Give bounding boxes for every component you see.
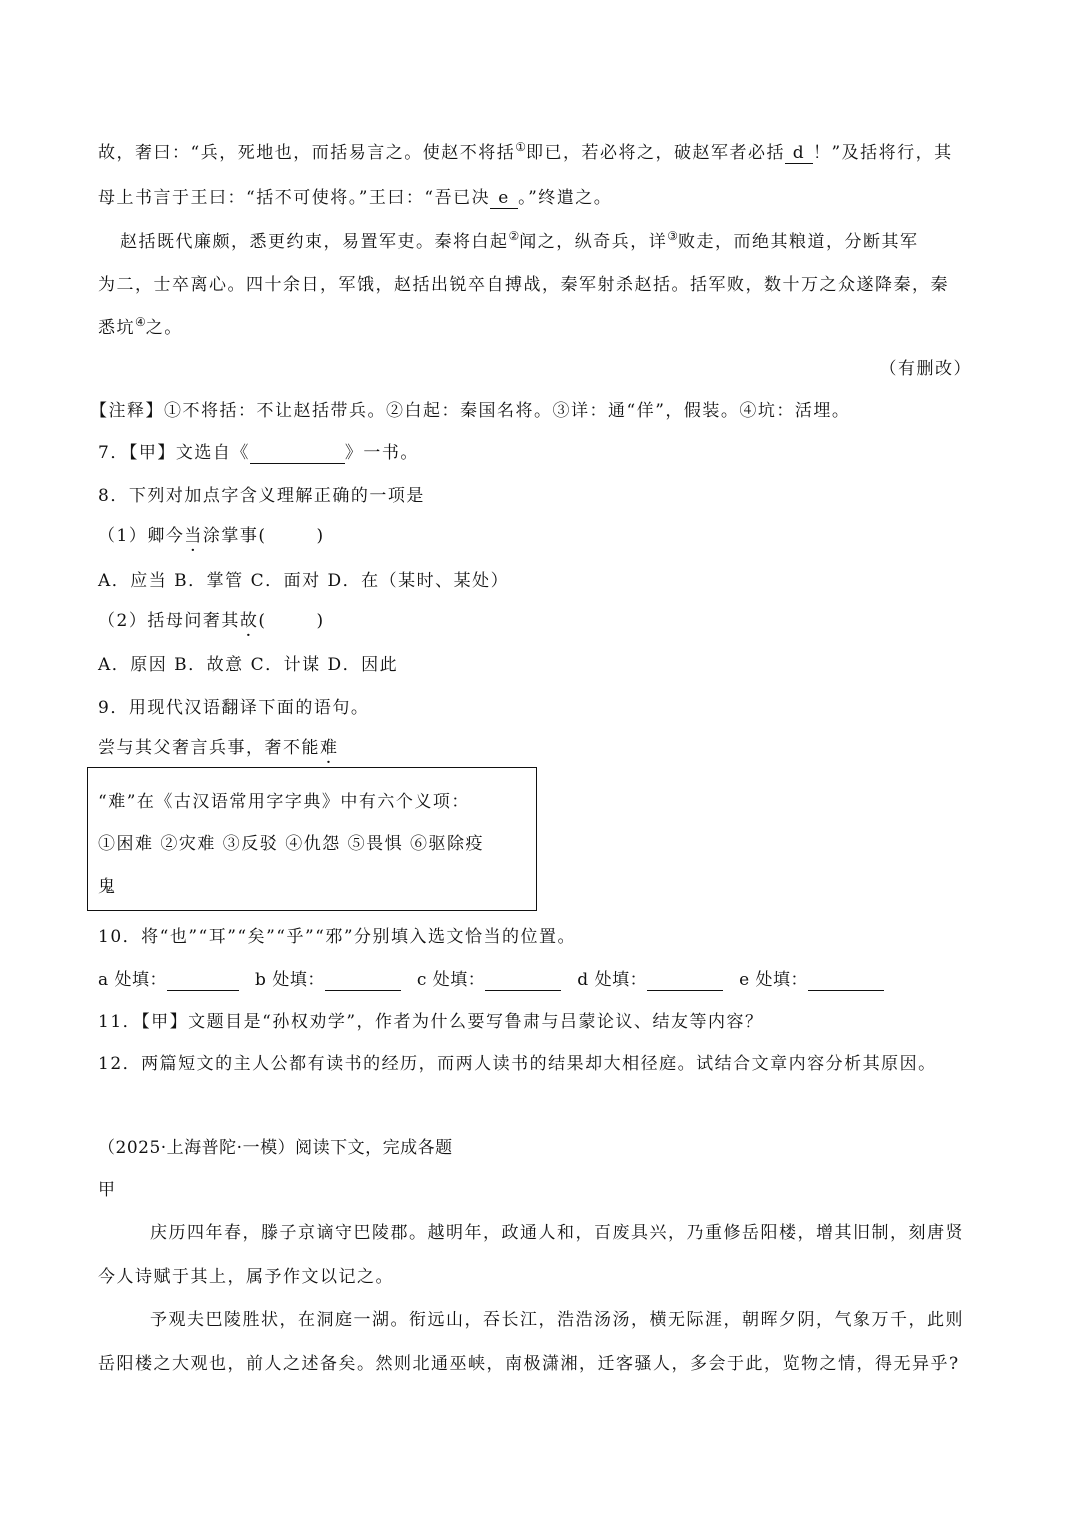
blank-d: d (785, 143, 813, 164)
question-12: 12．两篇短文的主人公都有读书的经历，而两人读书的结果却大相径庭。试结合文章内容分析其原因。 (98, 1054, 937, 1074)
section-header: （2025·上海普陀·一模）阅读下文，完成各题 (98, 1138, 453, 1158)
question-8-2: （2）括母问奢其故( ) (98, 611, 325, 631)
translate-sentence: 尝与其父奢言兵事，奢不能难 (98, 738, 339, 758)
answer-blank[interactable] (167, 970, 239, 991)
passage-line: 岳阳楼之大观也，前人之述备矣。然则北通巫峡，南极潇湘，迁客骚人，多会于此，览物之情，得无异乎? (98, 1354, 960, 1374)
passage-line: 悉坑④之。 (98, 315, 183, 338)
answer-blank[interactable] (808, 970, 884, 991)
question-8: 8．下列对加点字含义理解正确的一项是 (98, 486, 425, 506)
box-line: “难”在《古汉语常用字字典》中有六个义项： (98, 792, 470, 812)
section-label: 甲 (98, 1180, 117, 1200)
passage-line: 庆历四年春，滕子京谪守巴陵郡。越明年，政通人和，百废具兴，乃重修岳阳楼，增其旧制，刻唐贤 (150, 1223, 964, 1243)
question-9: 9．用现代汉语翻译下面的语句。 (98, 698, 370, 718)
blank-e: e (490, 188, 518, 209)
note-marker: ① (515, 140, 526, 154)
dotted-char: 故 (239, 611, 259, 631)
box-line: 鬼 (98, 877, 117, 897)
passage-line: 母上书言于王曰：“括不可使将。”王曰：“吾已决 e 。”终遣之。 (98, 188, 613, 208)
passage-line: 故，奢曰：“兵，死地也，而括易言之。使赵不将括①即已，若必将之，破赵军者必括 d ！”及括将行，其 (98, 140, 953, 163)
passage-line: 赵括既代廉颇，悉更约束，易置军吏。秦将白起②闻之，纵奇兵，详③败走，而绝其粮道，分断其军 (120, 229, 919, 252)
question-11: 11．【甲】文题目是“孙权劝学”，作者为什么要写鲁肃与吕蒙论议、结友等内容？ (98, 1012, 764, 1032)
annotation: 【注释】①不将括：不让赵括带兵。②白起：秦国名将。③详：通“佯”，假装。④坑：活埋。 (90, 401, 851, 421)
note-marker: ② (508, 229, 520, 243)
passage-line: 为二，士卒离心。四十余日，军饿，赵括出锐卒自搏战，秦军射杀赵括。括军败，数十万之众遂降秦，秦 (98, 275, 949, 295)
question-8-1: （1）卿今当涂掌事( ) (98, 526, 325, 546)
answer-blank[interactable] (325, 970, 401, 991)
source-note: （有删改） (879, 359, 972, 379)
question-7: 7．【甲】文选自《 》一书。 (98, 443, 419, 463)
note-marker: ③ (667, 229, 679, 243)
passage-line: 今人诗赋于其上，属予作文以记之。 (98, 1267, 394, 1287)
fill-row: a 处填： b 处填： c 处填： d 处填： e 处填： (98, 965, 884, 991)
dotted-char: 难 (320, 738, 339, 758)
answer-blank[interactable] (647, 970, 723, 991)
box-line: ①困难 ②灾难 ③反驳 ④仇怨 ⑤畏惧 ⑥驱除疫 (98, 834, 485, 854)
answer-blank[interactable] (250, 443, 345, 464)
question-10: 10．将“也”“耳”“矣”“乎”“邪”分别填入选文恰当的位置。 (98, 927, 577, 947)
options-8-2: A．原因 B．故意 C．计谋 D．因此 (98, 655, 399, 675)
note-marker: ④ (135, 315, 146, 329)
dotted-char: 当 (184, 526, 203, 546)
options-8-1: A．应当 B．掌管 C．面对 D．在（某时、某处） (98, 571, 510, 591)
passage-line: 予观夫巴陵胜状，在洞庭一湖。衔远山，吞长江，浩浩汤汤，横无际涯，朝晖夕阴，气象万千，此则 (150, 1310, 964, 1330)
answer-blank[interactable] (485, 970, 561, 991)
